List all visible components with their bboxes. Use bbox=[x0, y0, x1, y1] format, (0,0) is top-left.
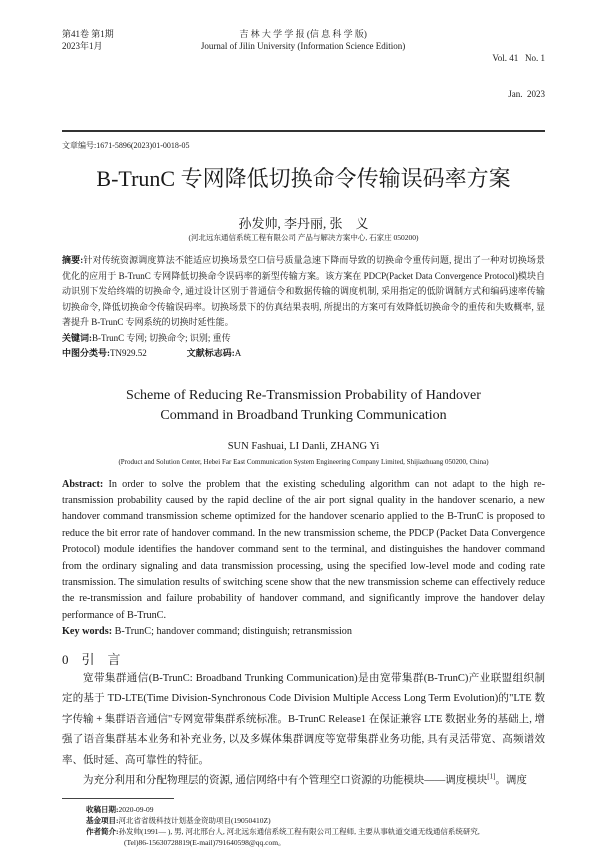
title-en-line2: Command in Broadband Trunking Communication bbox=[160, 407, 447, 423]
abstract-en-text bbox=[62, 477, 545, 625]
keywords-cn-value: B-TrunC 专网; 切换命令; 识别; 重传 bbox=[92, 332, 231, 343]
author-bio bbox=[86, 826, 545, 837]
body-paragraph-text: 为充分利用和分配物理层的资源, 通信网络中有个管理空口资源的功能模块——调度模块 bbox=[83, 775, 488, 787]
affiliation-en: (Product and Solution Center, Hebei Far East Communication System Engineering Company Limited, Shijiazhuang 050200, China) bbox=[118, 457, 489, 466]
section-heading: 0 引 言 bbox=[62, 651, 121, 667]
issue-info-cn bbox=[62, 28, 114, 52]
author-bio-label: 作者简介: bbox=[86, 826, 119, 836]
authors-en: SUN Fashuai, LI Danli, ZHANG Yi bbox=[227, 440, 380, 452]
journal-name-en: Journal of Jilin University (Information Science Edition) bbox=[200, 41, 406, 51]
received-label: 收稿日期: bbox=[86, 804, 119, 814]
authors-cn: 孙发帅, 李丹丽, 张 义 bbox=[238, 216, 369, 231]
issue-info-en bbox=[492, 28, 545, 124]
doc-code-label: 文献标志码: bbox=[186, 348, 235, 358]
keywords-en-label: Key words: bbox=[62, 626, 113, 638]
article-number: 文章编号:1671-5896(2023)01-0018-05 bbox=[62, 141, 190, 150]
abstract-en bbox=[62, 477, 545, 641]
fund-project bbox=[86, 815, 545, 826]
abstract-cn-body: 针对传统资源调度算法不能适应切换场景空口信号质量急速下降而导致的切换命令重传问题, 提出了一种对切换场景优化的应用于 B-TrunC 专网降低切换命令误码率的新型传输方案。该方案在 PDCP(Packet Data Convergence Protocol)模块自动识别下发给终端的切换命令, 通过设计区别于普通信令和数据传输的调度机制, 采用指定的低阶调制方式和编码速率传输切换命令, 降低切换命令传输误码率。切换场景下的仿真结果表明, 所提出的方案可有效降低切换命令的重传和失败概率, 显著提升 B-TrunC 专网系统的切换时延性能。 bbox=[62, 255, 545, 327]
date-cn: 2023年1月 bbox=[62, 41, 103, 51]
header-rule bbox=[62, 130, 545, 132]
volume-cn: 第41卷 第1期 bbox=[62, 29, 114, 39]
body-paragraph: 宽带集群通信(B-TrunC: Broadband Trunking Communication)是由宽带集群(B-TrunC)产业联盟组织制定的基于 TD-LTE(Time Division-Synchronous Code Division Multiple Access Long Term Evolution)的"LTE 数字传输 + 集群语音通信"专网宽带集群系统标准。B-TrunC Release1 在保证兼容 LTE 数据业务的基础上, 增强了语音集群基本业务和补充业务, 以及多媒体集群调度等宽带集群业务功能, 具有灵活带宽、高频谱效率、低时延、高可靠性的特征。 bbox=[62, 672, 545, 766]
fund-label: 基金项目: bbox=[86, 815, 119, 825]
keywords-en-value: B-TrunC; handover command; distinguish; retransmission bbox=[114, 626, 352, 638]
body-text bbox=[62, 669, 545, 792]
doc-code-value: A bbox=[234, 348, 242, 358]
keywords-cn-label: 关键词: bbox=[62, 332, 92, 343]
date-en: Jan. 2023 bbox=[508, 89, 545, 99]
class-value: TN929.52 bbox=[110, 348, 147, 358]
footnotes bbox=[62, 804, 545, 848]
received-date bbox=[86, 804, 545, 815]
title-cn: B-TrunC 专网降低切换命令传输误码率方案 bbox=[96, 166, 511, 191]
abstract-cn bbox=[62, 253, 545, 362]
body-paragraph-tail: 。调度 bbox=[495, 775, 527, 787]
title-en-line1: Scheme of Reducing Re-Transmission Probability of Handover bbox=[126, 387, 481, 403]
keywords-cn bbox=[62, 331, 545, 347]
class-label: 中图分类号: bbox=[62, 348, 110, 358]
volume-en: Vol. 41 No. 1 bbox=[492, 53, 545, 63]
abstract-en-label: Abstract: bbox=[62, 478, 104, 490]
classification bbox=[62, 346, 545, 362]
abstract-cn-text bbox=[62, 253, 545, 331]
journal-name bbox=[114, 28, 493, 52]
running-header bbox=[62, 28, 545, 124]
affiliation-cn: (河北远东通信系统工程有限公司 产品与解决方案中心, 石家庄 050200) bbox=[188, 233, 419, 242]
title-en bbox=[62, 386, 545, 426]
abstract-cn-label: 摘要: bbox=[62, 255, 84, 265]
received-value: 2020-09-09 bbox=[118, 804, 154, 814]
author-contact: (Tel)86-15630728819(E-mail)791640598@qq.com。 bbox=[124, 837, 286, 847]
fund-value: 河北省省级科技计划基金资助项目(19050410Z) bbox=[118, 815, 271, 825]
keywords-en bbox=[62, 624, 545, 640]
journal-name-cn: 吉 林 大 学 学 报 (信 息 科 学 版) bbox=[239, 29, 367, 39]
author-bio-value: 孙发帅(1991— ), 男, 河北邢台人, 河北远东通信系统工程有限公司工程师, 主要从事轨道交通无线通信系统研究, bbox=[118, 826, 480, 836]
abstract-en-body: In order to solve the problem that the existing scheduling algorithm can not adapt to the high re-transmission probability caused by the rapid decline of the air port signal quality in the handover scenario, a new handover command transmission scheme optimized for the handover scenario applied to the B-TrunC is proposed to reduce the bit error rate of handover command. In the new transmission scheme, the PDCP (Packet Data Convergence Protocol) module identifies the handover command sent to the terminal, and distinguishes the handover command from the ordinary signaling and data transmission processing, using the specified low-level mode and coding rate transmission. The simulation results of switching scene show that the new transmission scheme can effectively reduce the re-transmission and failure probability of handover command, and significantly improve the handover delay performance of B-TrunC. bbox=[62, 478, 546, 621]
footnote-rule bbox=[62, 798, 174, 799]
body-paragraph bbox=[62, 771, 545, 792]
citation-ref[interactable]: [1] bbox=[487, 772, 496, 781]
